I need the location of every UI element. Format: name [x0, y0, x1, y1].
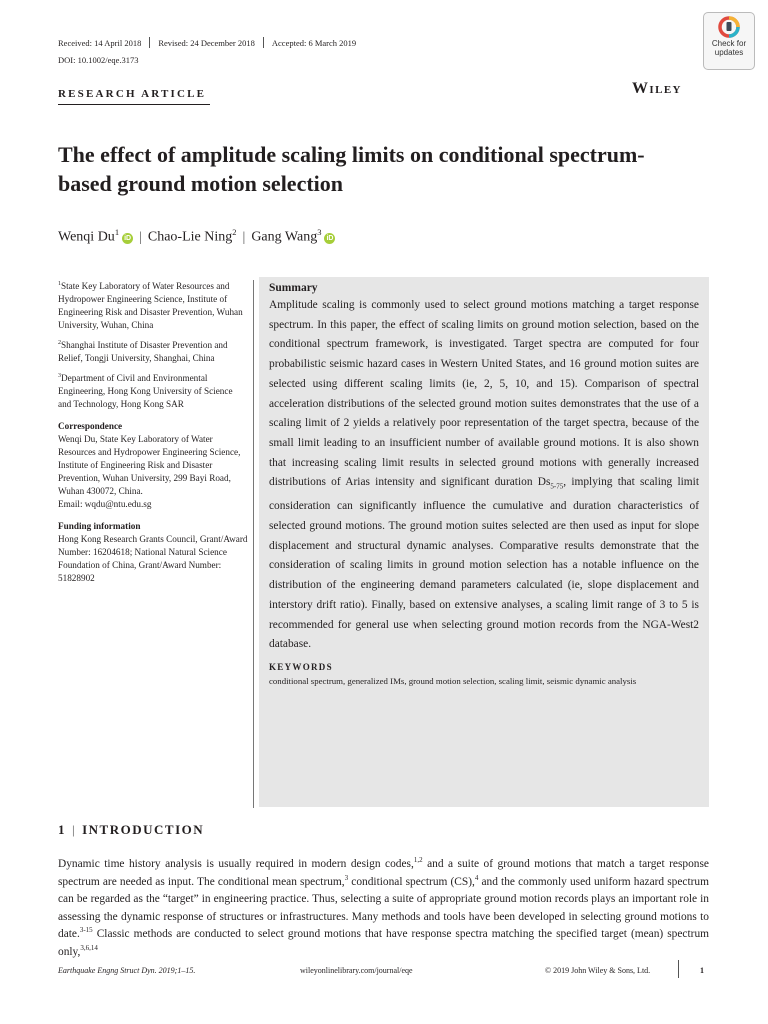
section-heading: [58, 822, 204, 838]
section-title: INTRODUCTION: [82, 822, 205, 837]
column-divider: [253, 280, 254, 808]
summary-box: [259, 277, 709, 807]
keywords-list: conditional spectrum, generalized IMs, ground motion selection, scaling limit, seismic dynamic analysis: [269, 675, 637, 686]
citation[interactable]: 1,2: [413, 856, 423, 865]
funding-text: Hong Kong Research Grants Council, Grant/Award Number: 16204618; National Natural Science Foundation of China, Grant/Award Number: 51828902: [58, 534, 248, 584]
separator: [263, 37, 264, 48]
separator: [149, 37, 150, 48]
check-for-updates-badge[interactable]: [703, 12, 755, 70]
funding-heading: Funding information: [58, 521, 141, 532]
page-number: 1: [700, 966, 704, 975]
author-separator: |: [139, 229, 142, 245]
accepted-date: Accepted: 6 March 2019: [271, 38, 357, 48]
introduction-paragraph: Dynamic time history analysis is usually required in modern design codes,$^{1,2}$ and a suite of ground motions that match a target response spectrum are needed as input. The conditional mean spectrum,$^3$ conditional spectrum (CS),$^4$ and the commonly used uniform hazard spectrum can be regarded as the “target” in engineering practice. Thus, selecting a suite of appropriate ground motion records plays an important role in assessing the dynamic response of structures or infrastructures. Many methods and tools have been developed in selecting ground motions to date.$^{3-15}$ Classic methods are conducted to select ground motions that have response spectra matching the specified target (mean) spectrum only,$^{3,6,14}$: [58, 856, 709, 958]
summary-text: Amplitude scaling is commonly used to select ground motions matching a target response spectrum. In this paper, the effect of scaling limits on ground motion selection, based on the conditional spectrum framework, is investigated. Target spectra are computed for four probabilistic seismic hazard cases in Western United States, and 16 ground motion suites are selected using different scaling limits (ie, 2, 5, 10, and 15). Comparison of spectral acceleration distributions of the selected ground motion suites demonstrates that the use of a scaling limit of 2 yields a relatively poor representation of the target spectra, because of the small limit leading to an insufficient number of available ground motions. It is also shown that increasing scaling limit results in selected ground motions with generally increased distributions of Arias intensity and significant duration $Ds_{5-75}$, implying that scaling limit consideration can significantly influence the cumulative and duration characteristics of selected ground motions. The ground motion suites selected are then used as input for slope displacement and structural dynamic analyses. Comparative results demonstrate that the consideration of scaling limits in ground motion selection has a notable influence on the distribution of the engineering demand parameters calculated (ie, slope displacement and interstory drift ratio). Finally, based on extensive analyses, a scaling limit range of 3 to 5 is recommended for general use when selecting ground motion records from the NGA-West2 database.: [269, 299, 699, 651]
author-list: [58, 227, 335, 246]
section-separator: |: [72, 822, 77, 837]
author-name[interactable]: Wenqi Du: [58, 229, 115, 245]
badge-text: Check for updates: [711, 39, 747, 57]
author-separator: |: [242, 229, 246, 245]
affiliation-ref: 2: [232, 227, 237, 237]
correspondence-text: Wenqi Du, State Key Laboratory of Water Resources and Hydropower Engineering Science, Institute of Engineering Risk and Disaster Prevention, Wuhan University, 299 Bayi Road, Wuhan 430072, China.: [58, 434, 241, 497]
affiliation: $^2$Shanghai Institute of Disaster Prevention and Relief, Tongji University, Shanghai, China: [58, 340, 228, 364]
journal-url[interactable]: wileyonlinelibrary.com/journal/eqe: [300, 966, 413, 975]
correspondence-heading: Correspondence: [58, 421, 123, 432]
summary-heading: Summary: [269, 282, 318, 294]
author-name[interactable]: Chao-Lie Ning: [147, 229, 233, 245]
orcid-icon[interactable]: iD: [326, 234, 334, 242]
affiliation-ref: 3: [317, 227, 322, 237]
orcid-icon[interactable]: iD: [124, 234, 132, 242]
citation[interactable]: 3: [344, 873, 349, 882]
affiliation-ref: 1: [114, 227, 120, 237]
author-name[interactable]: Gang Wang: [251, 229, 318, 245]
crossmark-icon: [718, 16, 740, 38]
keywords-heading: KEYWORDS: [269, 661, 333, 672]
article-dates: [58, 37, 356, 48]
affiliation: $^1$State Key Laboratory of Water Resources and Hydropower Engineering Science, Institute of Engineering Risk and Disaster Prevention, Wuhan University, Wuhan, China: [58, 281, 243, 331]
category-underline: [58, 104, 210, 105]
copyright: © 2019 John Wiley & Sons, Ltd.: [545, 966, 651, 975]
author-info-column: [58, 278, 248, 585]
correspondence-email[interactable]: Email: wqdu@ntu.edu.sg: [58, 499, 152, 510]
doi[interactable]: DOI: 10.1002/eqe.3173: [58, 55, 139, 65]
article-title: The effect of amplitude scaling limits on conditional spectrum-based ground motion selection: [58, 142, 645, 196]
footer-divider: [678, 960, 679, 978]
article-category: RESEARCH ARTICLE: [58, 88, 207, 100]
citation[interactable]: 3-15: [79, 926, 93, 935]
section-number: 1: [58, 822, 66, 837]
publisher-logo: Wiley: [632, 80, 682, 97]
journal-citation: Earthquake Engng Struct Dyn. 2019;1–15.: [58, 966, 196, 975]
revised-date: Revised: 24 December 2018: [158, 38, 255, 48]
affiliation: $^3$Department of Civil and Environmental Engineering, Hong Kong University of Science and Technology, Hong Kong SAR: [58, 373, 233, 410]
citation[interactable]: 4: [474, 873, 479, 882]
citation[interactable]: 3,6,14: [80, 943, 98, 952]
received-date: Received: 14 April 2018: [58, 38, 142, 48]
